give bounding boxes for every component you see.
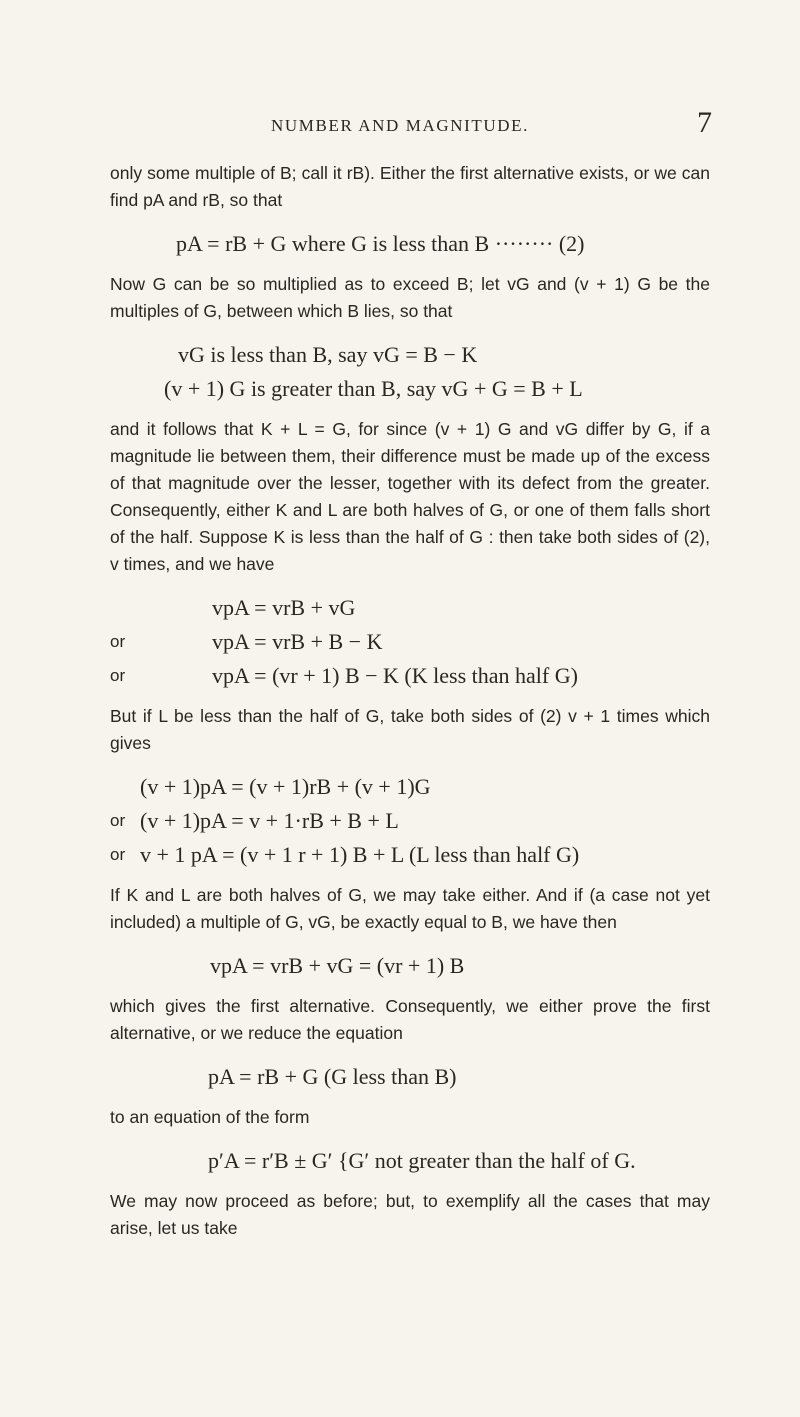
equation-p-text: p′A = r′B ± G′ {G′ not greater than the half of G. — [208, 1148, 636, 1173]
equation-l1 — [110, 770, 710, 804]
equation-v1 — [110, 338, 710, 372]
paragraph-5: If K and L are both halves of G, we may take either. And if (a case not yet included) a multiple of G, vG, be exactly equal to B, we have then — [110, 885, 710, 932]
equation-k3 — [110, 659, 710, 693]
equation-k2-text: vpA = vrB + B − K — [212, 629, 383, 654]
paragraph-6: which gives the first alternative. Consequently, we either prove the first alternative, or we reduce the equation — [110, 996, 710, 1043]
equation-m-text: vpA = vrB + vG = (vr + 1) B — [210, 953, 465, 978]
equation-k1-text: vpA = vrB + vG — [212, 595, 356, 620]
paragraph-2: Now G can be so multiplied as to exceed B; let vG and (v + 1) G be the multiples of G, between which B lies, so that — [110, 274, 710, 321]
equation-k3-or: or — [110, 666, 126, 685]
equation-k2-or: or — [110, 632, 126, 651]
equation-m — [110, 949, 710, 983]
equation-k3-text: vpA = (vr + 1) B − K (K less than half G) — [212, 663, 578, 688]
equation-2-text: pA = rB + G where G is less than B ········ (2) — [176, 231, 585, 256]
running-head: NUMBER AND MAGNITUDE. — [271, 116, 529, 135]
equation-n-text: pA = rB + G (G less than B) — [208, 1064, 457, 1089]
equation-k2 — [110, 625, 710, 659]
paragraph-8: We may now proceed as before; but, to exemplify all the cases that may arise, let us take — [110, 1191, 710, 1238]
paragraph-4: But if L be less than the half of G, take both sides of (2) v + 1 times which gives — [110, 706, 710, 753]
page-number: 7 — [697, 106, 712, 139]
equation-v1-text: vG is less than B, say vG = B − K — [178, 342, 478, 367]
equation-l2 — [110, 804, 710, 838]
equation-p — [110, 1144, 710, 1178]
page-header — [0, 106, 800, 142]
equation-k1 — [110, 591, 710, 625]
equation-v2-text: (v + 1) G is greater than B, say vG + G = B + L — [164, 376, 583, 401]
paragraph-3: and it follows that K + L = G, for since (v + 1) G and vG differ by G, if a magnitude lie between them, their difference must be made up of the excess of that magnitude over the lesser, together with its defect from the greater. Consequently, either K and L are both halves of G, or one of them falls short of the half. Suppose K is less than the half of G : then take both sides of (2), v times, and we have — [110, 419, 710, 574]
paragraph-7: to an equation of the form — [110, 1107, 310, 1127]
equation-n — [110, 1060, 710, 1094]
equation-l2-or: or — [110, 811, 126, 830]
equation-l3 — [110, 838, 710, 872]
equation-2 — [110, 227, 710, 261]
equation-v2 — [110, 372, 710, 406]
paragraph-1: only some multiple of B; call it rB). Either the first alternative exists, or we can find pA and rB, so that — [110, 163, 710, 210]
equation-l2-text: (v + 1)pA = v + 1·rB + B + L — [140, 808, 399, 833]
equation-l3-text: v + 1 pA = (v + 1 r + 1) B + L (L less than half G) — [140, 842, 580, 867]
equation-l3-or: or — [110, 845, 126, 864]
equation-l1-text: (v + 1)pA = (v + 1)rB + (v + 1)G — [140, 774, 431, 799]
page-body — [110, 160, 710, 1255]
